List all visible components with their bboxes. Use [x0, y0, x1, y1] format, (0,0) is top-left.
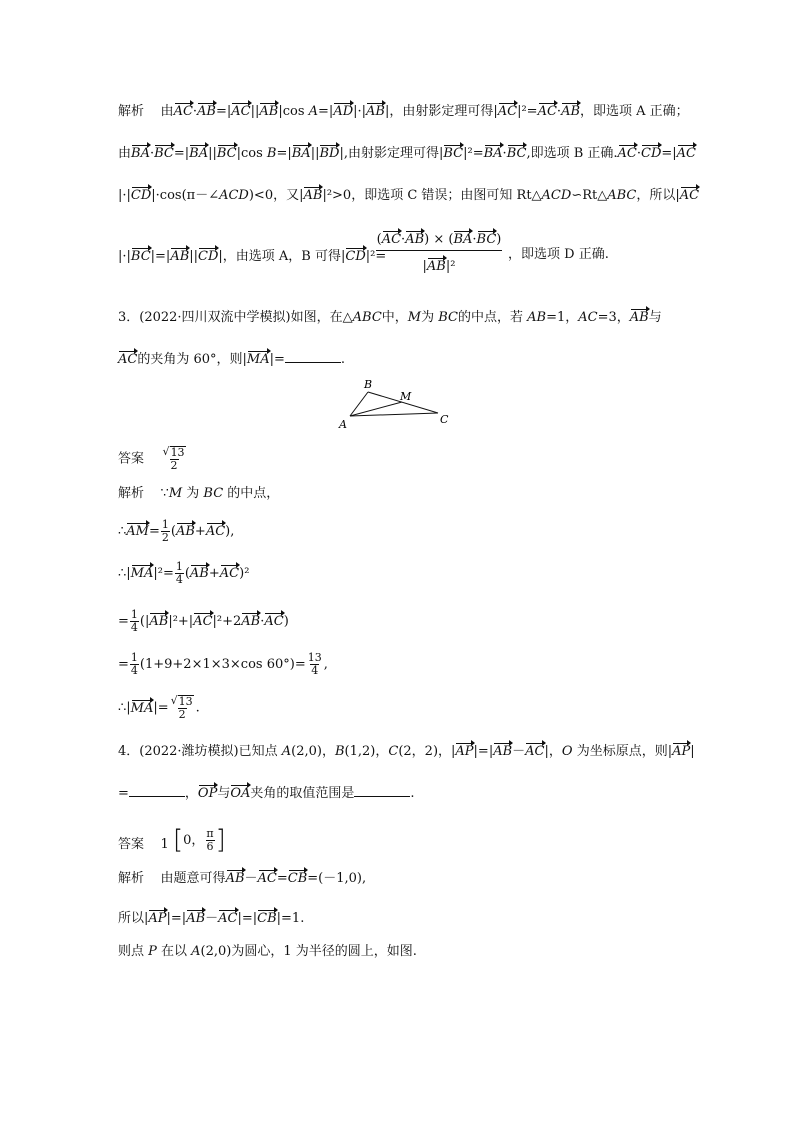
text-run: 1: [175, 560, 183, 573]
text-run: 1: [160, 837, 173, 852]
text-run: 2: [178, 708, 186, 721]
fraction: [161, 519, 170, 544]
vector-ab: AB: [561, 100, 580, 119]
fraction: [175, 561, 184, 586]
vector-ac: AC: [174, 100, 193, 119]
text-run: |，: [544, 744, 562, 759]
vector-ba: BA: [292, 142, 311, 161]
close-bracket: ]: [215, 825, 226, 855]
numerator: [161, 519, 170, 531]
label-m: M: [400, 390, 412, 403]
q2-big-fraction-numerator: [376, 228, 502, 251]
spacer: [144, 871, 161, 886]
vector-ab: AB: [186, 907, 205, 926]
text-run: (|: [139, 614, 150, 629]
vector-ac: AC: [231, 100, 250, 119]
vector-ab: AB: [226, 867, 245, 886]
vector-ab: AB: [366, 100, 385, 119]
text-run: =: [118, 614, 129, 629]
math-var: ABC: [352, 310, 382, 325]
text-run: |²=: [517, 104, 538, 119]
text-run: |²=: [365, 249, 387, 264]
text-run: ，: [184, 786, 198, 801]
text-run: ·: [401, 232, 406, 247]
math-var: O: [561, 744, 573, 759]
text-run: －: [205, 911, 219, 926]
text-run: |，由选项 A，B 可得|: [218, 249, 346, 264]
math-var: ACD: [541, 188, 572, 203]
section-label: 解析: [118, 871, 145, 886]
vector-ba: BA: [189, 142, 208, 161]
answer-blank: [354, 784, 410, 797]
text-run: |=: [269, 352, 285, 367]
text-run: (1+9+2×1×3×cos 60°)=: [139, 657, 306, 672]
q2-big-fraction-denominator: [376, 251, 502, 275]
q3-triangle-figure: [338, 378, 458, 434]
text-run: π: [206, 826, 214, 840]
text-run: ∴|: [118, 700, 131, 716]
text-run: (2,0)为圆心，1 为半径的圆上，如图.: [200, 944, 417, 959]
math-var: AB: [527, 310, 547, 325]
text-run: ∴|: [118, 566, 131, 581]
text-run: .: [340, 352, 346, 367]
vector-ab: AB: [405, 228, 424, 247]
text-run: ·: [556, 104, 562, 119]
radicand: 13: [178, 695, 193, 708]
text-run: ): [283, 614, 289, 629]
vector-ac: AC: [118, 348, 137, 367]
text-run: ): [496, 232, 502, 247]
text-run: －: [244, 871, 258, 886]
text-run: .: [410, 786, 415, 801]
q3-solution-line-4: [118, 609, 289, 634]
q2-solution-line-4-end: [508, 245, 609, 265]
spacer: [144, 104, 161, 119]
text-run: ·: [192, 104, 198, 119]
text-run: 中，: [381, 310, 408, 325]
vector-ab: AB: [303, 184, 322, 203]
q4-stem-line-2: [118, 782, 415, 804]
numerator: [162, 446, 187, 459]
text-run: 13: [307, 651, 322, 664]
numerator: [205, 828, 214, 840]
vector-ac: AC: [218, 907, 237, 926]
vector-bc: BC: [443, 142, 463, 161]
math-var: B: [334, 744, 345, 759]
vector-ap: AP: [672, 740, 690, 759]
vector-ap: AP: [148, 907, 166, 926]
q4-solution-line-3: [118, 942, 417, 962]
text-run: =: [118, 657, 129, 672]
label-a: A: [339, 418, 347, 431]
answer-blank: [285, 350, 341, 363]
vector-ad: AD: [333, 100, 353, 119]
denominator: [130, 621, 139, 634]
q4-answer: [118, 827, 226, 855]
text-run: 2: [161, 531, 169, 544]
vector-ba: BA: [131, 142, 150, 161]
section-label: 解析: [118, 486, 145, 501]
math-var: M: [407, 310, 422, 325]
text-run: (: [170, 524, 176, 539]
section-label: 解析: [118, 104, 145, 119]
text-run: ·: [260, 614, 265, 629]
section-label: 答案: [118, 837, 145, 852]
section-label: 答案: [118, 451, 145, 467]
text-run: |: [422, 259, 427, 274]
vector-bc: BC: [131, 245, 151, 264]
text-run: |·|: [118, 249, 131, 264]
text-run: 由题意可得: [160, 871, 226, 886]
vector-ac: AC: [618, 142, 637, 161]
text-run: |·|: [118, 188, 131, 203]
text-run: )²: [239, 566, 250, 581]
numerator: [175, 561, 184, 573]
vector-ac: AC: [538, 100, 557, 119]
text-run: 0，: [183, 832, 205, 848]
vector-ab: AB: [190, 562, 209, 581]
text-run: (2，2)，|: [398, 744, 456, 759]
text-run: ·: [636, 146, 642, 161]
text-run: ·: [502, 146, 507, 161]
text-run: ·: [149, 146, 155, 161]
vector-cd: CD: [641, 142, 661, 161]
interval-body: [183, 828, 216, 853]
text-run: 的中点，: [223, 486, 280, 501]
vector-cd: CD: [131, 184, 151, 203]
text-run: )<0，又|: [248, 188, 304, 203]
numerator: [307, 652, 323, 664]
vector-ab: AB: [149, 610, 168, 629]
text-run: 所以|: [118, 911, 149, 926]
text-run: |²: [445, 259, 456, 274]
q3-stem-line-2: [118, 348, 345, 370]
text-run: |=1.: [276, 911, 305, 926]
text-run: 由: [160, 104, 174, 119]
text-run: ，即选项 A 正确；: [580, 104, 689, 119]
text-run: (2,0)，: [291, 744, 335, 759]
q2-solution-line-1: [118, 100, 689, 122]
denominator: [130, 664, 139, 677]
text-run: (1,2)，: [344, 744, 389, 759]
q2-big-fraction: [376, 228, 502, 275]
open-bracket: [: [172, 825, 184, 855]
text-run: |=: [153, 700, 169, 716]
text-run: 则点: [118, 944, 149, 959]
text-run: 的夹角为 60°，则|: [137, 352, 247, 367]
vector-ac: AC: [525, 740, 544, 759]
text-run: ||: [208, 146, 217, 161]
text-run: 1: [161, 518, 169, 531]
q2-solution-line-2: [118, 142, 696, 164]
text-run: =|: [661, 146, 677, 161]
math-var: M: [168, 486, 183, 501]
text-run: 4: [130, 664, 138, 677]
vector-ma: MA: [131, 562, 154, 581]
text-run: =: [276, 871, 288, 886]
label-b: B: [364, 378, 373, 391]
vector-ap: AP: [455, 740, 473, 759]
radical-sign: √: [170, 694, 178, 707]
text-run: ,即选项 B 正确.: [526, 146, 618, 161]
vector-bc: BC: [154, 142, 174, 161]
text-run: 1: [130, 608, 138, 621]
vector-ab: AB: [170, 245, 189, 264]
text-run: ∽Rt△: [571, 188, 608, 203]
math-var: ACD: [219, 188, 249, 203]
text-run: ||: [189, 249, 199, 264]
text-run: =(－1,0),: [307, 871, 367, 886]
vector-ac: AC: [677, 142, 696, 161]
vector-cd: CD: [198, 245, 218, 264]
q4-stem-line-1: [118, 740, 695, 762]
denominator: [161, 531, 170, 544]
vector-ab: AB: [493, 740, 512, 759]
text-run: =1，: [546, 310, 579, 325]
answer-blank: [129, 784, 185, 797]
vector-cd: CD: [345, 245, 365, 264]
segment-ab: [350, 392, 368, 416]
text-run: 3．(2022·四川双流中学模拟)如图，在△: [118, 310, 353, 325]
vector-op: OP: [198, 782, 217, 801]
text-run: |=|: [473, 744, 494, 759]
fraction: [162, 446, 187, 472]
math-var: A: [281, 744, 292, 759]
text-run: 4．(2022·潍坊模拟)已知点: [118, 744, 282, 759]
text-run: =|: [318, 104, 334, 119]
text-run: 在以: [156, 944, 192, 959]
vector-ba: BA: [453, 228, 472, 247]
interval: [173, 827, 226, 853]
text-run: 1: [130, 651, 138, 664]
spacer: [144, 486, 161, 501]
math-var: B: [266, 146, 277, 161]
vector-ac: AC: [680, 184, 699, 203]
text-run: |cos: [236, 146, 267, 161]
text-run: 夹角的取值范围是: [250, 786, 355, 801]
q3-stem-line-1: [118, 306, 662, 328]
q3-answer: [118, 446, 188, 472]
vector-cb: CB: [288, 867, 308, 886]
math-var: BC: [203, 486, 224, 501]
label-c: C: [440, 413, 449, 426]
text-run: =: [148, 524, 160, 539]
text-run: =|: [216, 104, 232, 119]
radicand: 13: [170, 446, 185, 459]
text-run: 4: [311, 664, 319, 677]
text-run: 与: [217, 786, 231, 801]
text-run: |=|: [166, 911, 187, 926]
fraction: [307, 652, 323, 677]
text-run: 6: [206, 839, 214, 853]
numerator: [130, 652, 139, 664]
vector-ab: AB: [176, 520, 195, 539]
vector-ab: AB: [630, 306, 649, 325]
text-run: =|: [173, 146, 190, 161]
text-run: ),: [225, 524, 235, 539]
text-run: |=|: [237, 911, 258, 926]
text-run: ||: [250, 104, 260, 119]
fraction: [170, 695, 195, 721]
math-var: ABC: [607, 188, 637, 203]
q3-solution-line-1: [118, 484, 279, 504]
text-run: |，由射影定理可得|: [384, 104, 498, 119]
text-run: 为: [182, 486, 204, 501]
vector-ac: AC: [382, 228, 401, 247]
text-run: |,由射影定理可得|: [339, 146, 444, 161]
text-run: |²>0，即选项 C 错误；由图可知 Rt△: [322, 188, 542, 203]
math-var: A: [308, 104, 319, 119]
text-run: ，所以|: [636, 188, 680, 203]
text-run: =|: [276, 146, 292, 161]
vector-ac: AC: [498, 100, 517, 119]
text-run: 4: [175, 573, 183, 586]
square-root: [163, 446, 186, 459]
text-run: |cos: [278, 104, 309, 119]
denominator: [175, 573, 184, 586]
text-run: ∵: [160, 486, 169, 501]
text-run: 由: [118, 146, 132, 161]
vector-ma: MA: [247, 348, 270, 367]
text-run: (: [376, 232, 382, 247]
text-run: 4: [130, 621, 138, 634]
text-run: |²+|: [168, 614, 194, 629]
math-var: C: [388, 744, 399, 759]
q3-solution-line-2: [118, 519, 234, 544]
vector-am: AM: [126, 520, 149, 539]
math-var: AC: [578, 310, 598, 325]
spacer: [144, 452, 161, 467]
q4-solution-line-1: [118, 867, 366, 889]
vector-bc: BC: [507, 142, 527, 161]
text-run: ·: [472, 232, 477, 247]
vector-ac: AC: [193, 610, 212, 629]
q4-solution-line-2: [118, 907, 304, 929]
text-run: 与: [648, 310, 662, 325]
segment-am: [350, 402, 402, 416]
q3-solution-line-6: [118, 695, 200, 721]
text-run: |: [690, 744, 695, 759]
text-run: =: [118, 786, 129, 801]
vector-ac: AC: [220, 562, 239, 581]
denominator: [178, 708, 187, 721]
text-run: ,: [323, 657, 328, 672]
fraction: [130, 652, 139, 677]
text-run: 为坐标原点，则|: [572, 744, 673, 759]
square-root: [171, 695, 194, 708]
q2-solution-line-3: [118, 184, 699, 206]
text-run: ，即选项 D 正确.: [508, 247, 609, 262]
text-run: |²=: [463, 146, 484, 161]
q2-solution-line-4: [118, 245, 386, 267]
text-run: (: [184, 566, 190, 581]
text-run: ) × (: [424, 232, 454, 247]
vector-ab: AB: [197, 100, 216, 119]
text-run: 2: [170, 459, 178, 472]
denominator: [310, 664, 319, 677]
math-var: A: [191, 944, 201, 959]
vector-ac: AC: [258, 867, 277, 886]
text-run: 为: [421, 310, 439, 325]
vector-ac: AC: [264, 610, 283, 629]
text-run: |·|: [353, 104, 367, 119]
text-run: =3，: [597, 310, 630, 325]
q3-solution-line-5: [118, 652, 328, 677]
vector-ac: AC: [206, 520, 225, 539]
math-var: P: [148, 944, 157, 959]
text-run: ∴: [118, 524, 127, 539]
text-run: |²=: [153, 566, 174, 581]
numerator: [130, 609, 139, 621]
text-run: |²+2: [212, 614, 242, 629]
vector-bc: BC: [217, 142, 237, 161]
vector-bc: BC: [477, 228, 497, 247]
denominator: [206, 840, 215, 853]
vector-ba: BA: [484, 142, 503, 161]
text-run: |=|: [150, 249, 171, 264]
denominator: [170, 459, 179, 472]
text-run: |·cos(π－∠: [151, 188, 220, 203]
vector-ab: AB: [241, 610, 260, 629]
vector-ma: MA: [131, 697, 154, 716]
text-run: +: [194, 524, 206, 539]
vector-ab: AB: [427, 255, 446, 274]
fraction: [130, 609, 139, 634]
text-run: ||: [310, 146, 320, 161]
q3-solution-line-3: [118, 561, 249, 586]
radical-sign: √: [162, 445, 170, 458]
vector-oa: OA: [230, 782, 250, 801]
spacer: [144, 837, 161, 852]
math-var: BC: [438, 310, 458, 325]
text-run: .: [195, 700, 200, 716]
numerator: [170, 695, 195, 708]
text-run: +: [208, 566, 220, 581]
vector-ab: AB: [259, 100, 278, 119]
vector-bd: BD: [319, 142, 339, 161]
fraction: [205, 828, 214, 853]
segment-ac: [350, 413, 438, 416]
vector-cb: CB: [257, 907, 277, 926]
text-run: －: [512, 744, 526, 759]
text-run: 的中点，若: [458, 310, 528, 325]
